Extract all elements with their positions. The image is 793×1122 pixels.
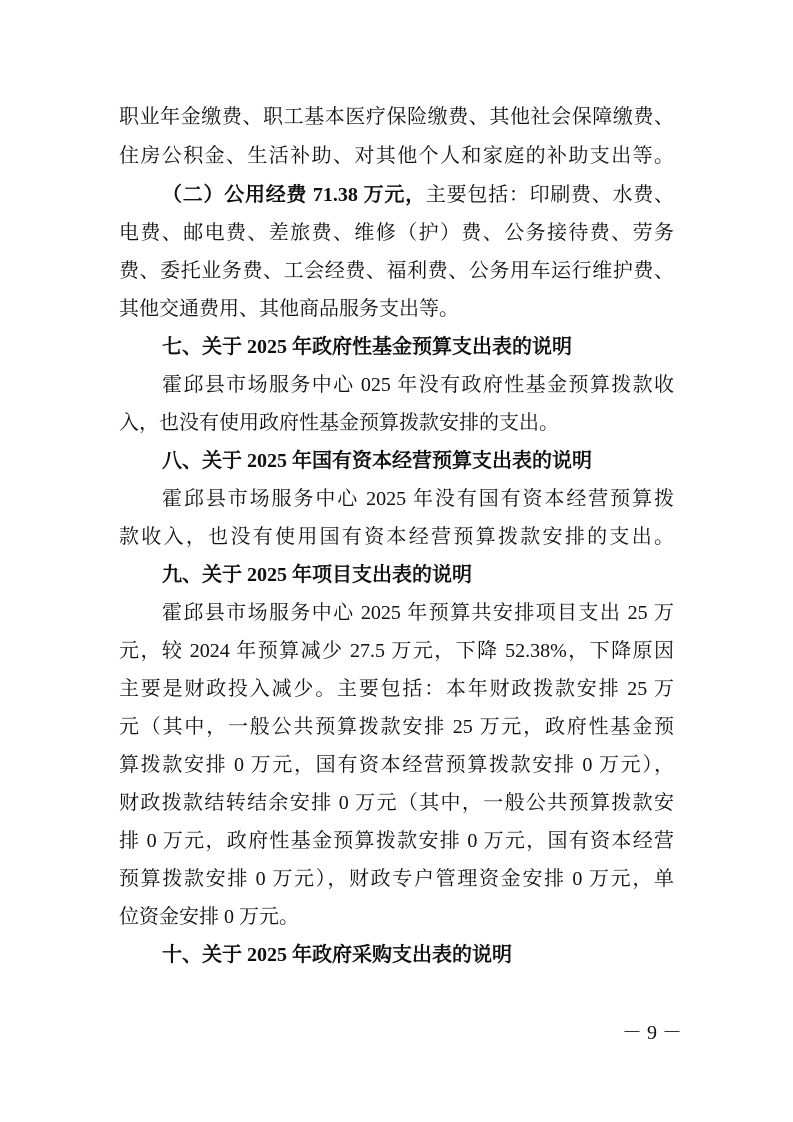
paragraph-line: 霍邱县市场服务中心 2025 年没有国有资本经营预算拨 [162, 488, 674, 510]
section-heading: 七、关于 2025 年政府性基金预算支出表的说明 [162, 336, 572, 358]
line-rest: 主要包括：印刷费、水费、 [425, 184, 675, 206]
paragraph-line: 霍邱县市场服务中心 025 年没有政府性基金预算拨款收 [162, 374, 674, 396]
paragraph-line: 财政拨款结转结余安排 0 万元（其中，一般公共预算拨款安 [119, 792, 674, 814]
paragraph-line: 职业年金缴费、职工基本医疗保险缴费、其他社会保障缴费、 [119, 106, 674, 128]
bold-lead: （二）公用经费 71.38 万元， [162, 184, 426, 206]
paragraph-line: 预算拨款安排 0 万元），财政专户管理资金安排 0 万元，单 [119, 868, 674, 890]
paragraph-line: 算拨款安排 0 万元，国有资本经营预算拨款安排 0 万元）， [119, 754, 674, 776]
paragraph-line: 位资金安排 0 万元。 [119, 906, 299, 928]
paragraph-line: 电费、邮电费、差旅费、维修（护）费、公务接待费、劳务 [119, 222, 674, 244]
paragraph-line: 元（其中，一般公共预算拨款安排 25 万元，政府性基金预 [119, 716, 674, 738]
page-number: － 9 － [622, 1022, 682, 1044]
paragraph-line: 入，也没有使用政府性基金预算拨款安排的支出。 [119, 412, 559, 434]
paragraph-line: 其他交通费用、其他商品服务支出等。 [119, 298, 459, 320]
paragraph-line [162, 182, 674, 208]
section-heading: 八、关于 2025 年国有资本经营预算支出表的说明 [162, 450, 592, 472]
paragraph-line: 霍邱县市场服务中心 2025 年预算共安排项目支出 25 万 [162, 602, 674, 624]
paragraph-line: 主要是财政投入减少。主要包括：本年财政拨款安排 25 万 [119, 678, 674, 700]
paragraph-line: 住房公积金、生活补助、对其他个人和家庭的补助支出等。 [119, 145, 674, 167]
section-heading: 十、关于 2025 年政府采购支出表的说明 [162, 944, 512, 966]
paragraph-line: 元，较 2024 年预算减少 27.5 万元，下降 52.38%，下降原因 [119, 640, 674, 662]
paragraph-line: 款收入，也没有使用国有资本经营预算拨款安排的支出。 [119, 526, 674, 548]
section-heading: 九、关于 2025 年项目支出表的说明 [162, 564, 472, 586]
paragraph-line: 排 0 万元，政府性基金预算拨款安排 0 万元，国有资本经营 [119, 830, 674, 852]
paragraph-line: 费、委托业务费、工会经费、福利费、公务用车运行维护费、 [119, 260, 674, 282]
